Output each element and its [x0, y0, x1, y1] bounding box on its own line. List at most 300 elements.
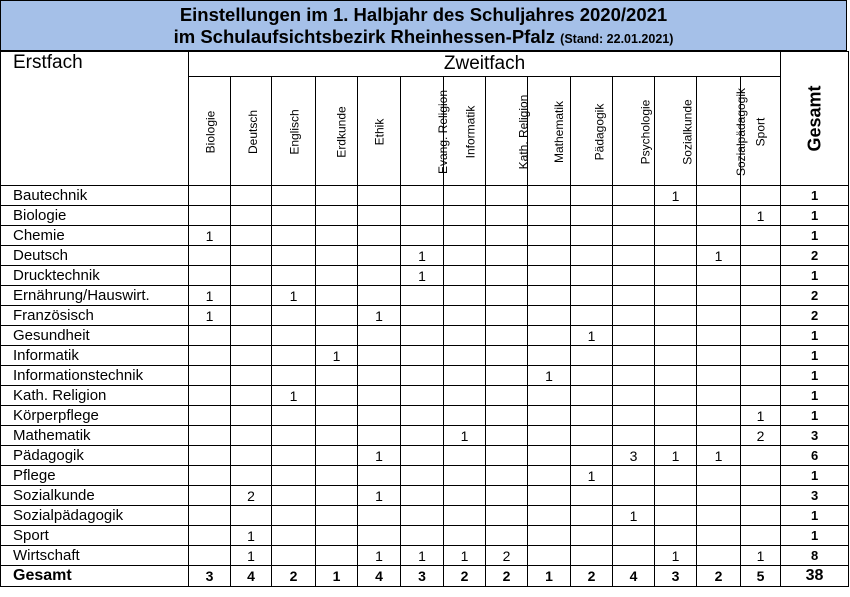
table-cell [655, 486, 697, 506]
table-cell: 1 [655, 186, 697, 206]
table-cell [316, 286, 358, 306]
table-cell [697, 426, 741, 446]
table-cell [741, 246, 781, 266]
row-label: Informationstechnik [1, 366, 189, 386]
table-cell [316, 526, 358, 546]
table-row [1, 226, 849, 246]
table-cell [316, 206, 358, 226]
table-cell: 1 [189, 286, 231, 306]
column-total: 1 [316, 566, 358, 587]
table-cell [613, 286, 655, 306]
total-column-header [781, 52, 849, 186]
table-cell [655, 366, 697, 386]
row-label: Informatik [1, 346, 189, 366]
row-total: 2 [781, 286, 849, 306]
table-cell [741, 506, 781, 526]
table-cell: 1 [528, 366, 571, 386]
table-cell [528, 306, 571, 326]
row-total: 8 [781, 546, 849, 566]
table-cell [486, 306, 528, 326]
table-cell [272, 426, 316, 446]
column-header [655, 77, 697, 186]
table-cell [272, 466, 316, 486]
table-cell [316, 546, 358, 566]
table-cell [358, 506, 401, 526]
table-row [1, 406, 849, 426]
table-cell [444, 246, 486, 266]
table-cell [486, 186, 528, 206]
table-cell [528, 546, 571, 566]
table-cell [571, 526, 613, 546]
table-cell [189, 346, 231, 366]
table-cell [697, 406, 741, 426]
table-cell: 1 [571, 326, 613, 346]
table-cell [697, 266, 741, 286]
table-cell: 1 [697, 446, 741, 466]
table-cell [528, 506, 571, 526]
table-cell [401, 526, 444, 546]
table-cell [444, 486, 486, 506]
column-total: 3 [401, 566, 444, 587]
table-cell: 1 [358, 446, 401, 466]
table-cell [655, 346, 697, 366]
table-cell [697, 486, 741, 506]
table-cell [272, 366, 316, 386]
table-cell [486, 286, 528, 306]
table-cell [231, 266, 272, 286]
table-cell [316, 506, 358, 526]
table-cell [444, 526, 486, 546]
table-cell [741, 486, 781, 506]
table-cell [358, 266, 401, 286]
row-label: Gesundheit [1, 326, 189, 346]
table-cell [189, 386, 231, 406]
table-cell [189, 366, 231, 386]
table-row [1, 366, 849, 386]
table-cell [613, 426, 655, 446]
table-cell [486, 326, 528, 346]
table-row [1, 466, 849, 486]
table-cell [741, 366, 781, 386]
table-cell [528, 466, 571, 486]
table-row [1, 546, 849, 566]
table-cell [444, 346, 486, 366]
table-cell [231, 446, 272, 466]
column-header-label: Sozialpädagogik [734, 87, 749, 177]
table-cell [571, 246, 613, 266]
table-row [1, 286, 849, 306]
title-line-1: Einstellungen im 1. Halbjahr des Schuljahres 2020/2021 [179, 4, 668, 25]
table-cell [741, 286, 781, 306]
table-cell [528, 326, 571, 346]
table-row [1, 426, 849, 446]
header-row-1 [1, 52, 849, 77]
table-cell: 1 [358, 486, 401, 506]
column-header-label: Pädagogik [592, 103, 607, 161]
table-cell [571, 286, 613, 306]
column-header-label: Deutsch [246, 109, 261, 155]
table-cell [741, 346, 781, 366]
table-cell [316, 266, 358, 286]
table-cell [316, 406, 358, 426]
table-cell [358, 386, 401, 406]
row-label: Deutsch [1, 246, 189, 266]
table-cell [655, 326, 697, 346]
table-cell [528, 406, 571, 426]
table-cell: 1 [358, 306, 401, 326]
table-cell [697, 226, 741, 246]
table-cell [231, 366, 272, 386]
table-cell [272, 546, 316, 566]
table-cell [316, 386, 358, 406]
table-cell [401, 326, 444, 346]
table-cell: 2 [231, 486, 272, 506]
table-cell [697, 386, 741, 406]
table-cell [655, 466, 697, 486]
table-cell [444, 446, 486, 466]
table-cell [613, 326, 655, 346]
table-cell [231, 506, 272, 526]
column-total: 4 [613, 566, 655, 587]
row-label: Sozialpädagogik [1, 506, 189, 526]
table-cell [358, 326, 401, 346]
table-cell: 1 [444, 546, 486, 566]
table-cell [486, 366, 528, 386]
table-cell [655, 386, 697, 406]
table-cell: 1 [401, 266, 444, 286]
table-cell [655, 306, 697, 326]
row-total: 6 [781, 446, 849, 466]
column-total: 4 [231, 566, 272, 587]
table-cell [613, 266, 655, 286]
stand-date: (Stand: 22.01.2021) [560, 32, 674, 46]
title-line-2-text: im Schulaufsichtsbezirk Rheinhessen-Pfalz [173, 26, 556, 47]
row-label: Drucktechnik [1, 266, 189, 286]
table-cell [528, 526, 571, 546]
table-cell: 1 [741, 206, 781, 226]
title-line-2 [1, 26, 846, 50]
table-cell: 1 [613, 506, 655, 526]
table-cell [444, 226, 486, 246]
table-cell [444, 326, 486, 346]
table-cell [316, 426, 358, 446]
table-cell [358, 466, 401, 486]
table-cell [401, 186, 444, 206]
table-cell [528, 206, 571, 226]
table-row [1, 526, 849, 546]
table-cell [444, 186, 486, 206]
table-cell [272, 246, 316, 266]
table-cell [697, 546, 741, 566]
table-cell [358, 206, 401, 226]
row-total: 1 [781, 266, 849, 286]
table-cell: 2 [741, 426, 781, 446]
table-cell [655, 426, 697, 446]
table-cell: 1 [316, 346, 358, 366]
column-group-header: Zweitfach [189, 52, 781, 77]
table-cell [613, 306, 655, 326]
row-header: Erstfach [1, 52, 189, 186]
table-cell [741, 186, 781, 206]
table-cell [444, 366, 486, 386]
table-cell [231, 186, 272, 206]
table-cell [401, 286, 444, 306]
table-cell [272, 266, 316, 286]
table-title [0, 0, 847, 51]
table-cell [613, 186, 655, 206]
table-cell [697, 186, 741, 206]
table-cell [272, 226, 316, 246]
table-cell: 1 [401, 246, 444, 266]
table-cell [528, 226, 571, 246]
table-cell [316, 226, 358, 246]
table-cell [528, 386, 571, 406]
table-cell [231, 346, 272, 366]
table-row [1, 206, 849, 226]
table-cell [401, 306, 444, 326]
row-total: 1 [781, 406, 849, 426]
table-cell [401, 226, 444, 246]
table-cell [231, 226, 272, 246]
table-cell [401, 426, 444, 446]
column-header [401, 77, 451, 186]
table-cell [613, 346, 655, 366]
table-cell [655, 206, 697, 226]
table-row [1, 186, 849, 206]
row-total: 1 [781, 526, 849, 546]
table-cell [401, 486, 444, 506]
table-cell [358, 186, 401, 206]
grand-total: 38 [781, 566, 849, 587]
table-cell [571, 186, 613, 206]
table-cell [741, 326, 781, 346]
table-cell: 1 [231, 526, 272, 546]
column-header [358, 77, 401, 186]
table-cell [444, 406, 486, 426]
column-header-label: Erdkunde [334, 106, 349, 158]
column-header [316, 77, 358, 186]
data-table [0, 51, 849, 587]
table-row [1, 506, 849, 526]
column-header-label: Sport [753, 117, 768, 147]
column-header-label: Psychologie [638, 99, 653, 165]
column-total: 2 [697, 566, 741, 587]
column-header [486, 77, 531, 186]
table-cell [401, 206, 444, 226]
table-cell [316, 186, 358, 206]
table-cell [697, 466, 741, 486]
table-cell [358, 426, 401, 446]
table-cell [486, 386, 528, 406]
table-cell [486, 206, 528, 226]
table-cell [316, 306, 358, 326]
table-cell [655, 526, 697, 546]
table-cell [189, 446, 231, 466]
table-row [1, 266, 849, 286]
row-total: 2 [781, 306, 849, 326]
row-label: Sozialkunde [1, 486, 189, 506]
table-cell [697, 306, 741, 326]
table-cell [571, 426, 613, 446]
table-cell [272, 506, 316, 526]
table-row [1, 446, 849, 466]
table-cell [741, 386, 781, 406]
table-cell [486, 346, 528, 366]
table-cell [613, 246, 655, 266]
table-cell [571, 486, 613, 506]
table-cell [231, 286, 272, 306]
table-cell [571, 346, 613, 366]
table-cell [613, 526, 655, 546]
table-cell [613, 226, 655, 246]
column-total: 2 [444, 566, 486, 587]
table-cell [272, 326, 316, 346]
table-cell: 1 [571, 466, 613, 486]
table-cell [358, 286, 401, 306]
column-header-label: Biologie [203, 110, 218, 154]
column-total: 3 [189, 566, 231, 587]
table-cell [486, 246, 528, 266]
table-cell [401, 506, 444, 526]
row-label: Wirtschaft [1, 546, 189, 566]
table-cell [189, 546, 231, 566]
table-cell [528, 486, 571, 506]
table-cell [401, 386, 444, 406]
table-cell [571, 406, 613, 426]
table-cell [272, 306, 316, 326]
table-cell [655, 406, 697, 426]
table-cell [655, 266, 697, 286]
table-cell [189, 186, 231, 206]
table-cell [571, 386, 613, 406]
table-cell [486, 426, 528, 446]
table-cell [401, 406, 444, 426]
column-header-label: Informatik [463, 105, 478, 159]
row-total: 2 [781, 246, 849, 266]
row-total: 3 [781, 426, 849, 446]
column-header [189, 77, 231, 186]
row-label: Pädagogik [1, 446, 189, 466]
column-total: 4 [358, 566, 401, 587]
table-cell [358, 246, 401, 266]
table-row [1, 486, 849, 506]
table-cell [401, 466, 444, 486]
table-cell [697, 506, 741, 526]
table-cell [697, 526, 741, 546]
table-cell: 1 [272, 386, 316, 406]
table-cell [571, 206, 613, 226]
table-cell [189, 266, 231, 286]
table-cell: 1 [272, 286, 316, 306]
table-cell [697, 326, 741, 346]
table-cell [655, 506, 697, 526]
table-cell [444, 306, 486, 326]
table-cell [655, 246, 697, 266]
table-cell [231, 466, 272, 486]
table-cell [655, 226, 697, 246]
table-cell: 3 [613, 446, 655, 466]
table-cell [697, 366, 741, 386]
table-cell [741, 526, 781, 546]
table-cell [697, 206, 741, 226]
table-row [1, 306, 849, 326]
table-cell [655, 286, 697, 306]
table-cell: 1 [741, 406, 781, 426]
row-total: 1 [781, 386, 849, 406]
table-cell: 1 [741, 546, 781, 566]
row-total: 1 [781, 186, 849, 206]
table-cell [316, 446, 358, 466]
table-cell [272, 526, 316, 546]
table-cell [358, 406, 401, 426]
table-cell [272, 446, 316, 466]
row-total: 1 [781, 466, 849, 486]
totals-row [1, 566, 849, 587]
table-cell [358, 366, 401, 386]
row-total: 1 [781, 326, 849, 346]
table-cell [486, 466, 528, 486]
column-header [697, 77, 749, 186]
table-cell [613, 466, 655, 486]
row-label: Mathematik [1, 426, 189, 446]
table-row [1, 246, 849, 266]
table-cell [613, 486, 655, 506]
column-header [231, 77, 272, 186]
table-cell [401, 346, 444, 366]
row-total: 1 [781, 506, 849, 526]
table-cell [571, 306, 613, 326]
table-cell: 1 [189, 306, 231, 326]
table-cell [189, 466, 231, 486]
table-cell: 1 [444, 426, 486, 446]
column-header-label: Mathematik [552, 100, 567, 164]
table-cell [741, 226, 781, 246]
row-total: 3 [781, 486, 849, 506]
table-cell [231, 386, 272, 406]
totals-row-label: Gesamt [1, 566, 189, 587]
column-header-label: Sozialkunde [680, 99, 695, 165]
row-total: 1 [781, 346, 849, 366]
table-cell [486, 526, 528, 546]
table-cell [272, 186, 316, 206]
table-cell [231, 426, 272, 446]
row-total: 1 [781, 226, 849, 246]
table-cell [189, 486, 231, 506]
table-cell [528, 186, 571, 206]
column-header [272, 77, 316, 186]
table-cell: 1 [358, 546, 401, 566]
table-cell [613, 546, 655, 566]
table-cell [272, 206, 316, 226]
table-cell [401, 446, 444, 466]
row-label: Kath. Religion [1, 386, 189, 406]
table-cell [486, 506, 528, 526]
table-cell: 1 [401, 546, 444, 566]
table-row [1, 386, 849, 406]
table-cell [189, 526, 231, 546]
table-cell [231, 206, 272, 226]
table-cell [444, 386, 486, 406]
table-cell [571, 506, 613, 526]
table-cell: 1 [655, 546, 697, 566]
table-cell [697, 346, 741, 366]
table-cell [316, 466, 358, 486]
table-cell [486, 486, 528, 506]
table-cell [528, 446, 571, 466]
table-cell [486, 406, 528, 426]
table-cell: 1 [697, 246, 741, 266]
table-cell [272, 406, 316, 426]
